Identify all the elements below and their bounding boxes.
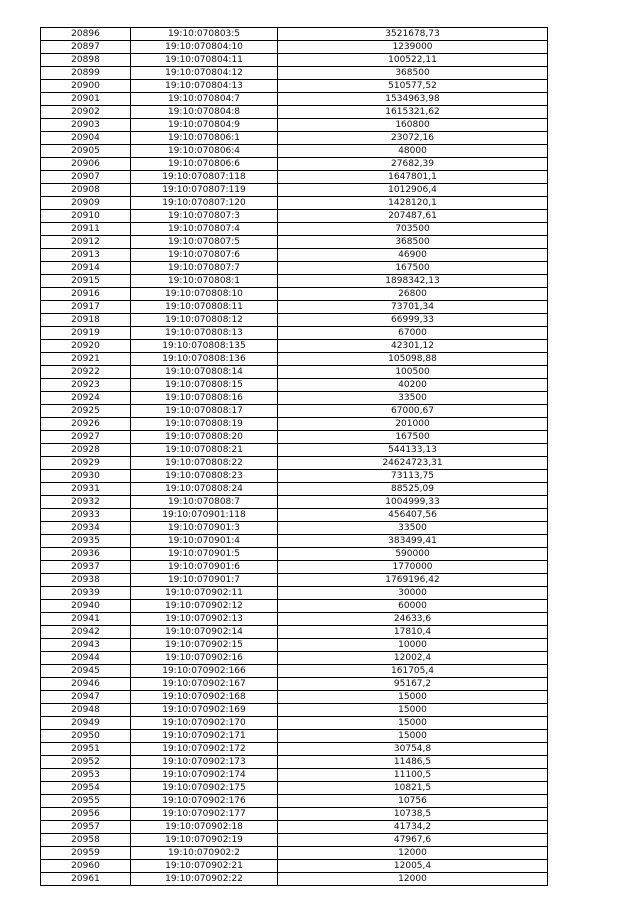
table-row — [41, 691, 548, 704]
row-number-cell: 20959 — [41, 847, 131, 860]
value-cell: 11486,5 — [278, 756, 548, 769]
cadastral-number-cell: 19:10:070902:14 — [131, 626, 278, 639]
table-row — [41, 379, 548, 392]
value-cell: 15000 — [278, 730, 548, 743]
row-number-cell: 20921 — [41, 353, 131, 366]
value-cell: 1534963,98 — [278, 93, 548, 106]
value-cell: 10756 — [278, 795, 548, 808]
table-row — [41, 119, 548, 132]
value-cell: 510577,52 — [278, 80, 548, 93]
value-cell: 66999,33 — [278, 314, 548, 327]
row-number-cell: 20934 — [41, 522, 131, 535]
cadastral-number-cell: 19:10:070902:2 — [131, 847, 278, 860]
row-number-cell: 20951 — [41, 743, 131, 756]
cadastral-number-cell: 19:10:070902:166 — [131, 665, 278, 678]
row-number-cell: 20940 — [41, 600, 131, 613]
row-number-cell: 20899 — [41, 67, 131, 80]
cadastral-number-cell: 19:10:070808:14 — [131, 366, 278, 379]
value-cell: 3521678,73 — [278, 28, 548, 41]
cadastral-number-cell: 19:10:070808:12 — [131, 314, 278, 327]
cadastral-number-cell: 19:10:070806:6 — [131, 158, 278, 171]
value-cell: 207487,61 — [278, 210, 548, 223]
table-row — [41, 223, 548, 236]
table-row — [41, 171, 548, 184]
cadastral-number-cell: 19:10:070902:11 — [131, 587, 278, 600]
table-row — [41, 795, 548, 808]
cadastral-number-cell: 19:10:070902:175 — [131, 782, 278, 795]
cadastral-number-cell: 19:10:070902:12 — [131, 600, 278, 613]
cadastral-number-cell: 19:10:070902:169 — [131, 704, 278, 717]
cadastral-number-cell: 19:10:070902:176 — [131, 795, 278, 808]
data-table — [40, 27, 548, 886]
value-cell: 703500 — [278, 223, 548, 236]
table-row — [41, 392, 548, 405]
cadastral-number-cell: 19:10:070804:8 — [131, 106, 278, 119]
value-cell: 10738,5 — [278, 808, 548, 821]
value-cell: 33500 — [278, 522, 548, 535]
row-number-cell: 20914 — [41, 262, 131, 275]
cadastral-number-cell: 19:10:070901:7 — [131, 574, 278, 587]
table-row — [41, 236, 548, 249]
table-row — [41, 418, 548, 431]
value-cell: 11100,5 — [278, 769, 548, 782]
cadastral-number-cell: 19:10:070808:1 — [131, 275, 278, 288]
value-cell: 27682,39 — [278, 158, 548, 171]
value-cell: 161705,4 — [278, 665, 548, 678]
row-number-cell: 20916 — [41, 288, 131, 301]
cadastral-number-cell: 19:10:070803:5 — [131, 28, 278, 41]
cadastral-number-cell: 19:10:070808:24 — [131, 483, 278, 496]
cadastral-number-cell: 19:10:070806:4 — [131, 145, 278, 158]
cadastral-number-cell: 19:10:070808:21 — [131, 444, 278, 457]
table-row — [41, 483, 548, 496]
value-cell: 15000 — [278, 704, 548, 717]
cadastral-number-cell: 19:10:070808:11 — [131, 301, 278, 314]
table-row — [41, 28, 548, 41]
value-cell: 12000 — [278, 847, 548, 860]
cadastral-number-cell: 19:10:070804:7 — [131, 93, 278, 106]
row-number-cell: 20927 — [41, 431, 131, 444]
cadastral-number-cell: 19:10:070808:10 — [131, 288, 278, 301]
row-number-cell: 20896 — [41, 28, 131, 41]
value-cell: 12005,4 — [278, 860, 548, 873]
table-row — [41, 366, 548, 379]
table-row — [41, 535, 548, 548]
value-cell: 33500 — [278, 392, 548, 405]
value-cell: 15000 — [278, 717, 548, 730]
table-row — [41, 496, 548, 509]
row-number-cell: 20907 — [41, 171, 131, 184]
value-cell: 1615321,62 — [278, 106, 548, 119]
table-row — [41, 67, 548, 80]
row-number-cell: 20943 — [41, 639, 131, 652]
value-cell: 1769196,42 — [278, 574, 548, 587]
table-row — [41, 847, 548, 860]
table-row — [41, 665, 548, 678]
value-cell: 73701,34 — [278, 301, 548, 314]
value-cell: 368500 — [278, 236, 548, 249]
row-number-cell: 20938 — [41, 574, 131, 587]
row-number-cell: 20915 — [41, 275, 131, 288]
table-row — [41, 704, 548, 717]
table-row — [41, 626, 548, 639]
row-number-cell: 20898 — [41, 54, 131, 67]
table-row — [41, 80, 548, 93]
row-number-cell: 20944 — [41, 652, 131, 665]
cadastral-number-cell: 19:10:070902:18 — [131, 821, 278, 834]
table-row — [41, 678, 548, 691]
row-number-cell: 20949 — [41, 717, 131, 730]
cadastral-number-cell: 19:10:070808:13 — [131, 327, 278, 340]
value-cell: 30754,8 — [278, 743, 548, 756]
value-cell: 1770000 — [278, 561, 548, 574]
row-number-cell: 20956 — [41, 808, 131, 821]
cadastral-number-cell: 19:10:070901:3 — [131, 522, 278, 535]
row-number-cell: 20928 — [41, 444, 131, 457]
row-number-cell: 20926 — [41, 418, 131, 431]
row-number-cell: 20931 — [41, 483, 131, 496]
table-row — [41, 327, 548, 340]
row-number-cell: 20918 — [41, 314, 131, 327]
value-cell: 105098,88 — [278, 353, 548, 366]
cadastral-number-cell: 19:10:070902:173 — [131, 756, 278, 769]
cadastral-number-cell: 19:10:070804:10 — [131, 41, 278, 54]
table-row — [41, 405, 548, 418]
value-cell: 1428120,1 — [278, 197, 548, 210]
table-body — [41, 28, 548, 886]
table-row — [41, 821, 548, 834]
cadastral-number-cell: 19:10:070902:174 — [131, 769, 278, 782]
row-number-cell: 20897 — [41, 41, 131, 54]
row-number-cell: 20911 — [41, 223, 131, 236]
row-number-cell: 20913 — [41, 249, 131, 262]
value-cell: 10000 — [278, 639, 548, 652]
value-cell: 12000 — [278, 873, 548, 886]
cadastral-number-cell: 19:10:070808:19 — [131, 418, 278, 431]
table-row — [41, 860, 548, 873]
table-row — [41, 834, 548, 847]
row-number-cell: 20902 — [41, 106, 131, 119]
row-number-cell: 20933 — [41, 509, 131, 522]
row-number-cell: 20900 — [41, 80, 131, 93]
value-cell: 67000,67 — [278, 405, 548, 418]
cadastral-number-cell: 19:10:070807:120 — [131, 197, 278, 210]
row-number-cell: 20941 — [41, 613, 131, 626]
value-cell: 95167,2 — [278, 678, 548, 691]
table-row — [41, 743, 548, 756]
value-cell: 1898342,13 — [278, 275, 548, 288]
row-number-cell: 20908 — [41, 184, 131, 197]
row-number-cell: 20939 — [41, 587, 131, 600]
row-number-cell: 20920 — [41, 340, 131, 353]
row-number-cell: 20924 — [41, 392, 131, 405]
row-number-cell: 20937 — [41, 561, 131, 574]
table-row — [41, 717, 548, 730]
cadastral-number-cell: 19:10:070902:22 — [131, 873, 278, 886]
table-row — [41, 314, 548, 327]
value-cell: 26800 — [278, 288, 548, 301]
value-cell: 23072,16 — [278, 132, 548, 145]
row-number-cell: 20906 — [41, 158, 131, 171]
row-number-cell: 20958 — [41, 834, 131, 847]
cadastral-number-cell: 19:10:070902:177 — [131, 808, 278, 821]
cadastral-number-cell: 19:10:070902:171 — [131, 730, 278, 743]
cadastral-number-cell: 19:10:070807:119 — [131, 184, 278, 197]
cadastral-number-cell: 19:10:070807:3 — [131, 210, 278, 223]
table-row — [41, 288, 548, 301]
row-number-cell: 20957 — [41, 821, 131, 834]
row-number-cell: 20945 — [41, 665, 131, 678]
value-cell: 1647801,1 — [278, 171, 548, 184]
cadastral-number-cell: 19:10:070807:7 — [131, 262, 278, 275]
table-row — [41, 639, 548, 652]
table-row — [41, 769, 548, 782]
table-row — [41, 93, 548, 106]
table-row — [41, 340, 548, 353]
table-row — [41, 574, 548, 587]
cadastral-number-cell: 19:10:070804:9 — [131, 119, 278, 132]
row-number-cell: 20948 — [41, 704, 131, 717]
row-number-cell: 20910 — [41, 210, 131, 223]
row-number-cell: 20950 — [41, 730, 131, 743]
value-cell: 48000 — [278, 145, 548, 158]
row-number-cell: 20909 — [41, 197, 131, 210]
value-cell: 17810,4 — [278, 626, 548, 639]
cadastral-number-cell: 19:10:070807:4 — [131, 223, 278, 236]
row-number-cell: 20954 — [41, 782, 131, 795]
value-cell: 67000 — [278, 327, 548, 340]
row-number-cell: 20932 — [41, 496, 131, 509]
value-cell: 100522,11 — [278, 54, 548, 67]
cadastral-number-cell: 19:10:070902:170 — [131, 717, 278, 730]
table-row — [41, 262, 548, 275]
value-cell: 30000 — [278, 587, 548, 600]
cadastral-number-cell: 19:10:070808:16 — [131, 392, 278, 405]
cadastral-number-cell: 19:10:070807:6 — [131, 249, 278, 262]
row-number-cell: 20903 — [41, 119, 131, 132]
cadastral-number-cell: 19:10:070807:5 — [131, 236, 278, 249]
cadastral-number-cell: 19:10:070902:21 — [131, 860, 278, 873]
cadastral-number-cell: 19:10:070808:136 — [131, 353, 278, 366]
value-cell: 544133,13 — [278, 444, 548, 457]
row-number-cell: 20919 — [41, 327, 131, 340]
table-row — [41, 54, 548, 67]
row-number-cell: 20905 — [41, 145, 131, 158]
value-cell: 160800 — [278, 119, 548, 132]
cadastral-number-cell: 19:10:070807:118 — [131, 171, 278, 184]
value-cell: 42301,12 — [278, 340, 548, 353]
value-cell: 88525,09 — [278, 483, 548, 496]
value-cell: 15000 — [278, 691, 548, 704]
cadastral-number-cell: 19:10:070902:16 — [131, 652, 278, 665]
row-number-cell: 20930 — [41, 470, 131, 483]
row-number-cell: 20953 — [41, 769, 131, 782]
cadastral-number-cell: 19:10:070808:22 — [131, 457, 278, 470]
table-row — [41, 652, 548, 665]
table-row — [41, 145, 548, 158]
cadastral-number-cell: 19:10:070902:167 — [131, 678, 278, 691]
value-cell: 24624723,31 — [278, 457, 548, 470]
value-cell: 456407,56 — [278, 509, 548, 522]
table-row — [41, 431, 548, 444]
cadastral-number-cell: 19:10:070902:168 — [131, 691, 278, 704]
table-row — [41, 132, 548, 145]
table-row — [41, 470, 548, 483]
cadastral-number-cell: 19:10:070808:23 — [131, 470, 278, 483]
value-cell: 100500 — [278, 366, 548, 379]
row-number-cell: 20923 — [41, 379, 131, 392]
value-cell: 1239000 — [278, 41, 548, 54]
value-cell: 46900 — [278, 249, 548, 262]
row-number-cell: 20936 — [41, 548, 131, 561]
table-row — [41, 301, 548, 314]
value-cell: 383499,41 — [278, 535, 548, 548]
value-cell: 167500 — [278, 431, 548, 444]
table-row — [41, 197, 548, 210]
value-cell: 1004999,33 — [278, 496, 548, 509]
value-cell: 73113,75 — [278, 470, 548, 483]
row-number-cell: 20960 — [41, 860, 131, 873]
cadastral-number-cell: 19:10:070808:20 — [131, 431, 278, 444]
cadastral-number-cell: 19:10:070901:118 — [131, 509, 278, 522]
cadastral-number-cell: 19:10:070902:172 — [131, 743, 278, 756]
table-row — [41, 457, 548, 470]
value-cell: 47967,6 — [278, 834, 548, 847]
value-cell: 201000 — [278, 418, 548, 431]
cadastral-number-cell: 19:10:070808:15 — [131, 379, 278, 392]
value-cell: 368500 — [278, 67, 548, 80]
value-cell: 41734,2 — [278, 821, 548, 834]
value-cell: 590000 — [278, 548, 548, 561]
table-row — [41, 548, 548, 561]
table-row — [41, 873, 548, 886]
table-row — [41, 613, 548, 626]
table-row — [41, 184, 548, 197]
row-number-cell: 20955 — [41, 795, 131, 808]
cadastral-number-cell: 19:10:070808:17 — [131, 405, 278, 418]
table-row — [41, 275, 548, 288]
row-number-cell: 20942 — [41, 626, 131, 639]
row-number-cell: 20912 — [41, 236, 131, 249]
cadastral-number-cell: 19:10:070901:6 — [131, 561, 278, 574]
cadastral-number-cell: 19:10:070806:1 — [131, 132, 278, 145]
cadastral-number-cell: 19:10:070901:4 — [131, 535, 278, 548]
cadastral-number-cell: 19:10:070902:19 — [131, 834, 278, 847]
table-row — [41, 509, 548, 522]
table-row — [41, 730, 548, 743]
cadastral-number-cell: 19:10:070902:13 — [131, 613, 278, 626]
table-row — [41, 249, 548, 262]
row-number-cell: 20917 — [41, 301, 131, 314]
row-number-cell: 20925 — [41, 405, 131, 418]
table-row — [41, 41, 548, 54]
row-number-cell: 20904 — [41, 132, 131, 145]
table-row — [41, 353, 548, 366]
document-page — [40, 27, 548, 886]
cadastral-number-cell: 19:10:070808:7 — [131, 496, 278, 509]
row-number-cell: 20946 — [41, 678, 131, 691]
table-row — [41, 158, 548, 171]
table-row — [41, 522, 548, 535]
value-cell: 12002,4 — [278, 652, 548, 665]
table-row — [41, 756, 548, 769]
cadastral-number-cell: 19:10:070804:11 — [131, 54, 278, 67]
value-cell: 40200 — [278, 379, 548, 392]
value-cell: 10821,5 — [278, 782, 548, 795]
value-cell: 24633,6 — [278, 613, 548, 626]
table-row — [41, 444, 548, 457]
table-row — [41, 782, 548, 795]
cadastral-number-cell: 19:10:070804:12 — [131, 67, 278, 80]
cadastral-number-cell: 19:10:070901:5 — [131, 548, 278, 561]
row-number-cell: 20947 — [41, 691, 131, 704]
row-number-cell: 20961 — [41, 873, 131, 886]
cadastral-number-cell: 19:10:070804:13 — [131, 80, 278, 93]
row-number-cell: 20952 — [41, 756, 131, 769]
value-cell: 60000 — [278, 600, 548, 613]
table-row — [41, 210, 548, 223]
value-cell: 167500 — [278, 262, 548, 275]
table-row — [41, 808, 548, 821]
cadastral-number-cell: 19:10:070808:135 — [131, 340, 278, 353]
row-number-cell: 20935 — [41, 535, 131, 548]
table-row — [41, 561, 548, 574]
row-number-cell: 20922 — [41, 366, 131, 379]
table-row — [41, 600, 548, 613]
table-row — [41, 106, 548, 119]
row-number-cell: 20901 — [41, 93, 131, 106]
table-row — [41, 587, 548, 600]
cadastral-number-cell: 19:10:070902:15 — [131, 639, 278, 652]
row-number-cell: 20929 — [41, 457, 131, 470]
value-cell: 1012906,4 — [278, 184, 548, 197]
